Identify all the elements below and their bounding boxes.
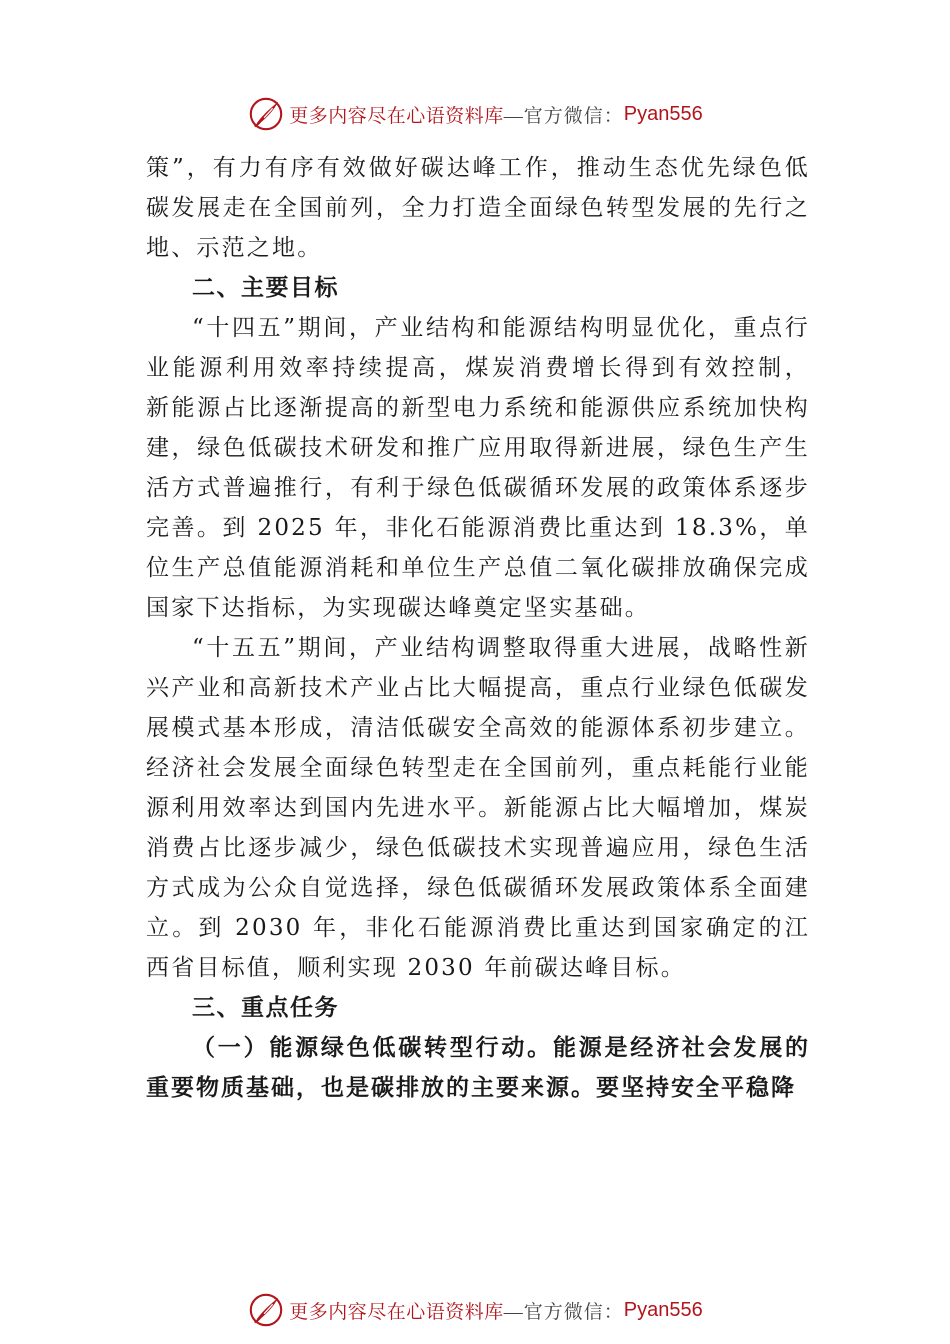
paragraph-15th-five-year: “十五五”期间，产业结构调整取得重大进展，战略性新兴产业和高新技术产业占比大幅提高，重点行业绿色低碳发展模式基本形成，清洁低碳安全高效的能源体系初步建立。经济社会发展全面绿色转型走在全国前列，重点耗能行业能源利用效率达到国内先进水平。新能源占比大幅增加，煤炭消费占比逐步减少，绿色低碳技术实现普遍应用，绿色生活方式成为公众自觉选择，绿色低碳循环发展政策体系全面建立。到 2030 年，非化石能源消费比重达到国家确定的江西省目标值，顺利实现 2030 年前碳达峰目标。: [146, 635, 810, 981]
paragraph-14th-five-year: “十四五”期间，产业结构和能源结构明显优化，重点行业能源利用效率持续提高，煤炭消费增长得到有效控制， 新能源占比逐渐提高的新型电力系统和能源供应系统加快构建，绿色低碳技术研发和推广应用取得新进展，绿色生产生活方式普遍推行，有利于绿色低碳循环发展的政策体系逐步完善。到 2025 年，非化石能源消费比重达到 18.3%，单位生产总值能源消耗和单位生产总值二氧化碳排放确保完成国家下达指标，为实现碳达峰奠定坚实基础。: [146, 315, 810, 621]
banner-official-label: —官方微信：: [503, 105, 624, 127]
banner-wechat-id: Pyan556: [623, 1298, 703, 1321]
section-heading-main-goals: 二、主要目标: [192, 275, 339, 301]
banner-brand-text: 更多内容尽在心语资料库: [289, 105, 504, 127]
quill-logo-icon: [247, 95, 285, 133]
header-banner: [0, 94, 950, 134]
banner-official-label: —官方微信：: [503, 1301, 624, 1323]
footer-banner: [0, 1290, 950, 1330]
paragraph-continuation: 策”，有力有序有效做好碳达峰工作，推动生态优先绿色低碳发展走在全国前列，全力打造全面绿色转型发展的先行之地、示范之地。: [146, 155, 810, 261]
paragraph-energy-action: （一）能源绿色低碳转型行动。能源是经济社会发展的重要物质基础，也是碳排放的主要来源。要坚持安全平稳降: [146, 1034, 810, 1101]
banner-wechat-id: Pyan556: [623, 102, 703, 125]
document-body: [146, 148, 810, 1108]
section-heading-key-tasks: 三、重点任务: [192, 995, 339, 1021]
banner-brand-text: 更多内容尽在心语资料库: [289, 1301, 504, 1323]
quill-logo-icon: [247, 1291, 285, 1329]
